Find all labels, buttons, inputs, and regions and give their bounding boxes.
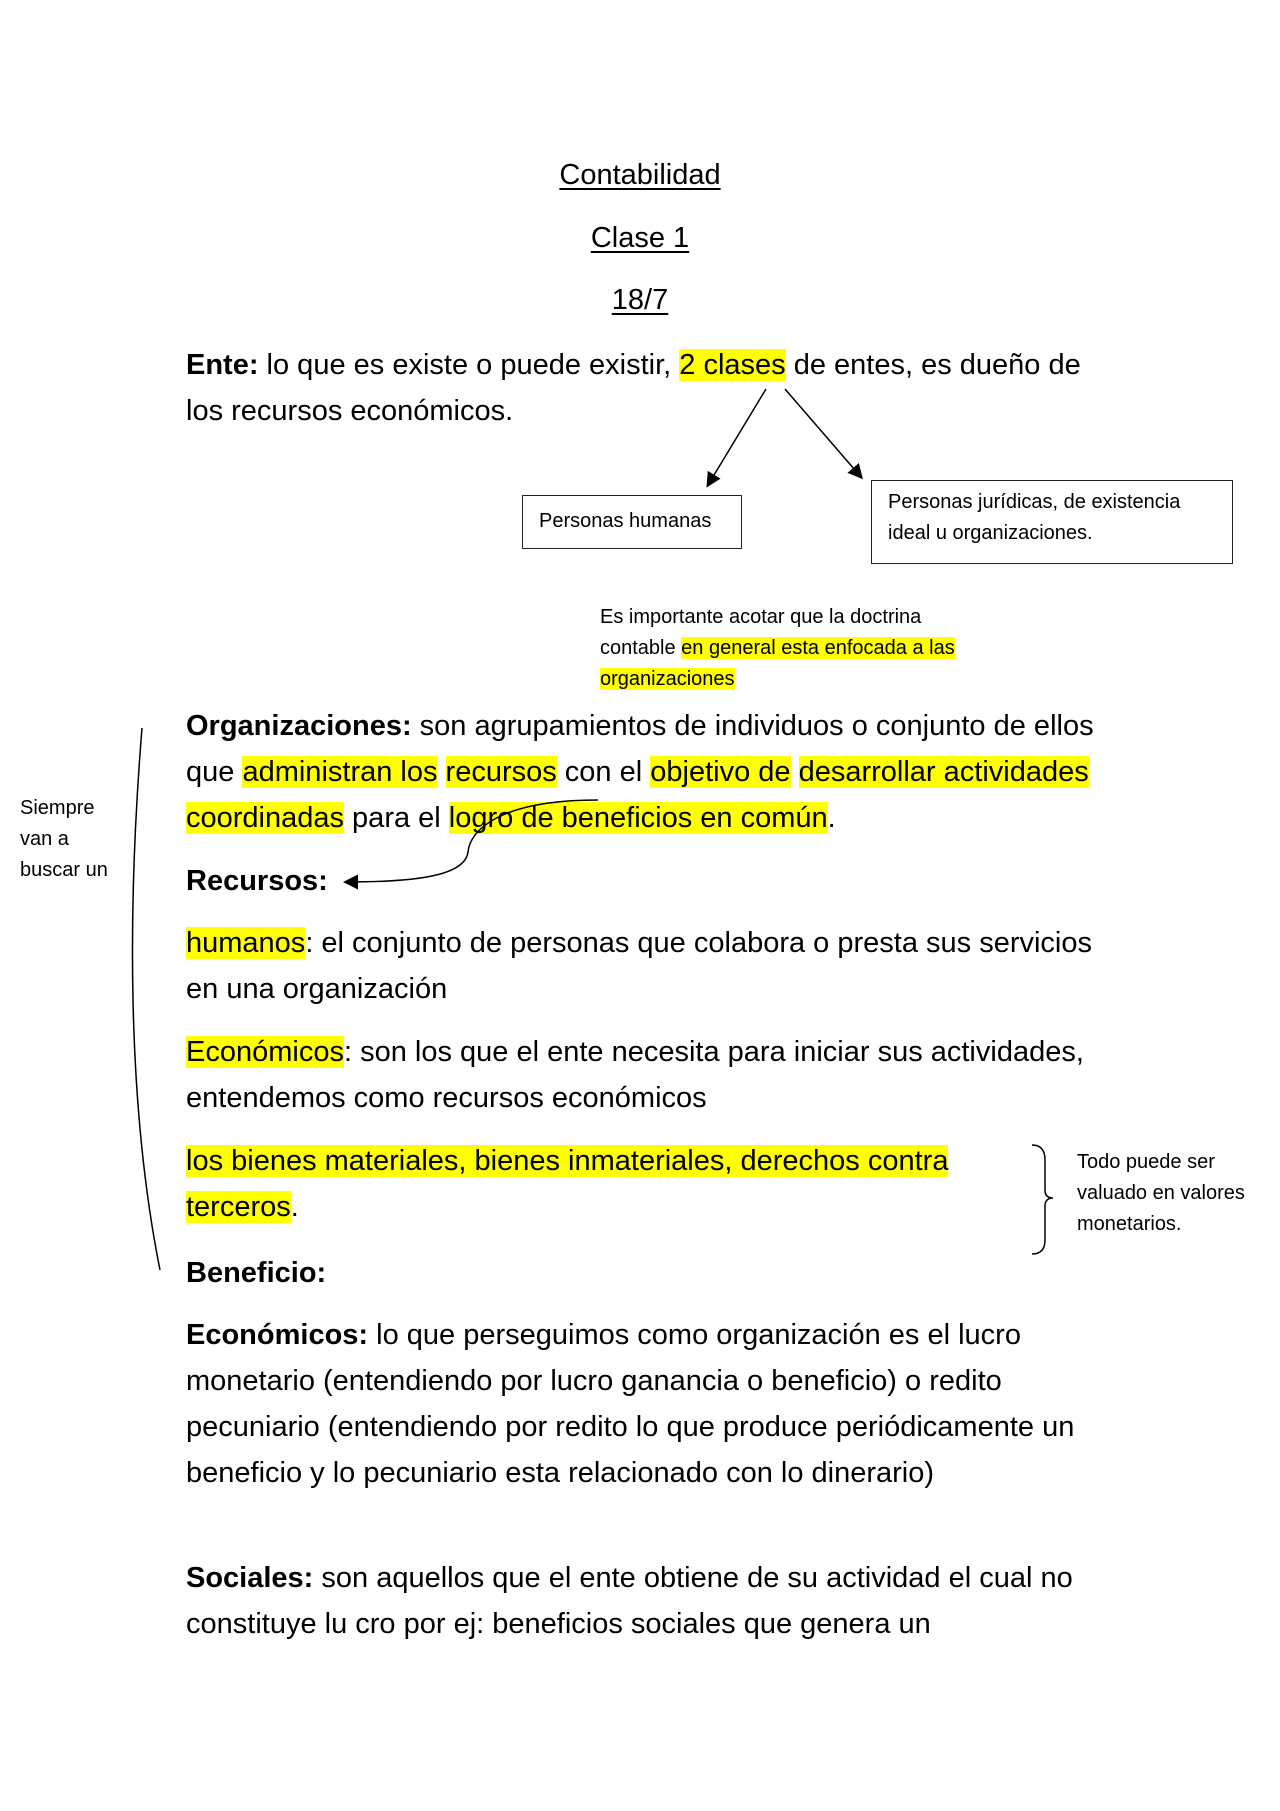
organizaciones-term: Organizaciones: — [186, 710, 412, 742]
doctrina-note: Es importante acotar que la doctrina contable en general esta enfocada a las organizaciones — [600, 606, 955, 690]
ente-paragraph: Ente: lo que es existe o puede existir, 2 clases de entes, es dueño de los recursos económicos. — [186, 349, 1081, 427]
personas-juridicas-box: Personas jurídicas, de existencia ideal u organizaciones. — [871, 480, 1233, 564]
economicos-beneficio-term: Económicos: — [186, 1319, 369, 1351]
economicos-recursos-paragraph: Económicos: son los que el ente necesita para iniciar sus actividades, entendemos como recursos económicos — [186, 1036, 1084, 1114]
side-note: Siempre van a buscar un — [20, 797, 108, 881]
humanos-term: humanos — [186, 927, 306, 959]
ente-term: Ente: — [186, 349, 259, 381]
doc-title: Contabilidad — [559, 159, 721, 191]
doc-date: 18/7 — [611, 284, 669, 316]
sociales-paragraph: Sociales: son aquellos que el ente obtiene de su actividad el cual no constituye lu cro por ej: beneficios sociales que genera un — [186, 1562, 1073, 1640]
bracket-note: Todo puede ser valuado en valores monetarios. — [1077, 1151, 1245, 1235]
bienes-paragraph: los bienes materiales, bienes inmateriales, derechos contra terceros. — [186, 1145, 949, 1223]
economicos-beneficio-paragraph: Económicos: lo que perseguimos como organización es el lucro monetario (entendiendo por lucro ganancia o beneficio) o redito pecuniario (entendiendo por redito lo que produce periódicamente un beneficio y lo pecuniario esta relacionado con lo dinerario) — [186, 1319, 1075, 1489]
organizaciones-paragraph: Organizaciones: son agrupamientos de individuos o conjunto de ellos que administran los recursos con el objetivo de desarrollar actividades coordinadas para el logro de beneficios en común. — [186, 710, 1094, 834]
sociales-term: Sociales: — [186, 1562, 314, 1594]
economicos-term: Económicos — [186, 1036, 344, 1068]
humanos-paragraph: humanos: el conjunto de personas que colabora o presta sus servicios en una organización — [186, 927, 1092, 1005]
beneficio-heading: Beneficio: — [186, 1257, 327, 1289]
left-bracket-line — [132, 728, 160, 1270]
doc-class: Clase 1 — [590, 222, 690, 254]
two-classes-highlight: 2 clases — [679, 349, 786, 381]
recursos-heading: Recursos: — [186, 865, 328, 897]
personas-humanas-box: Personas humanas — [522, 495, 742, 549]
